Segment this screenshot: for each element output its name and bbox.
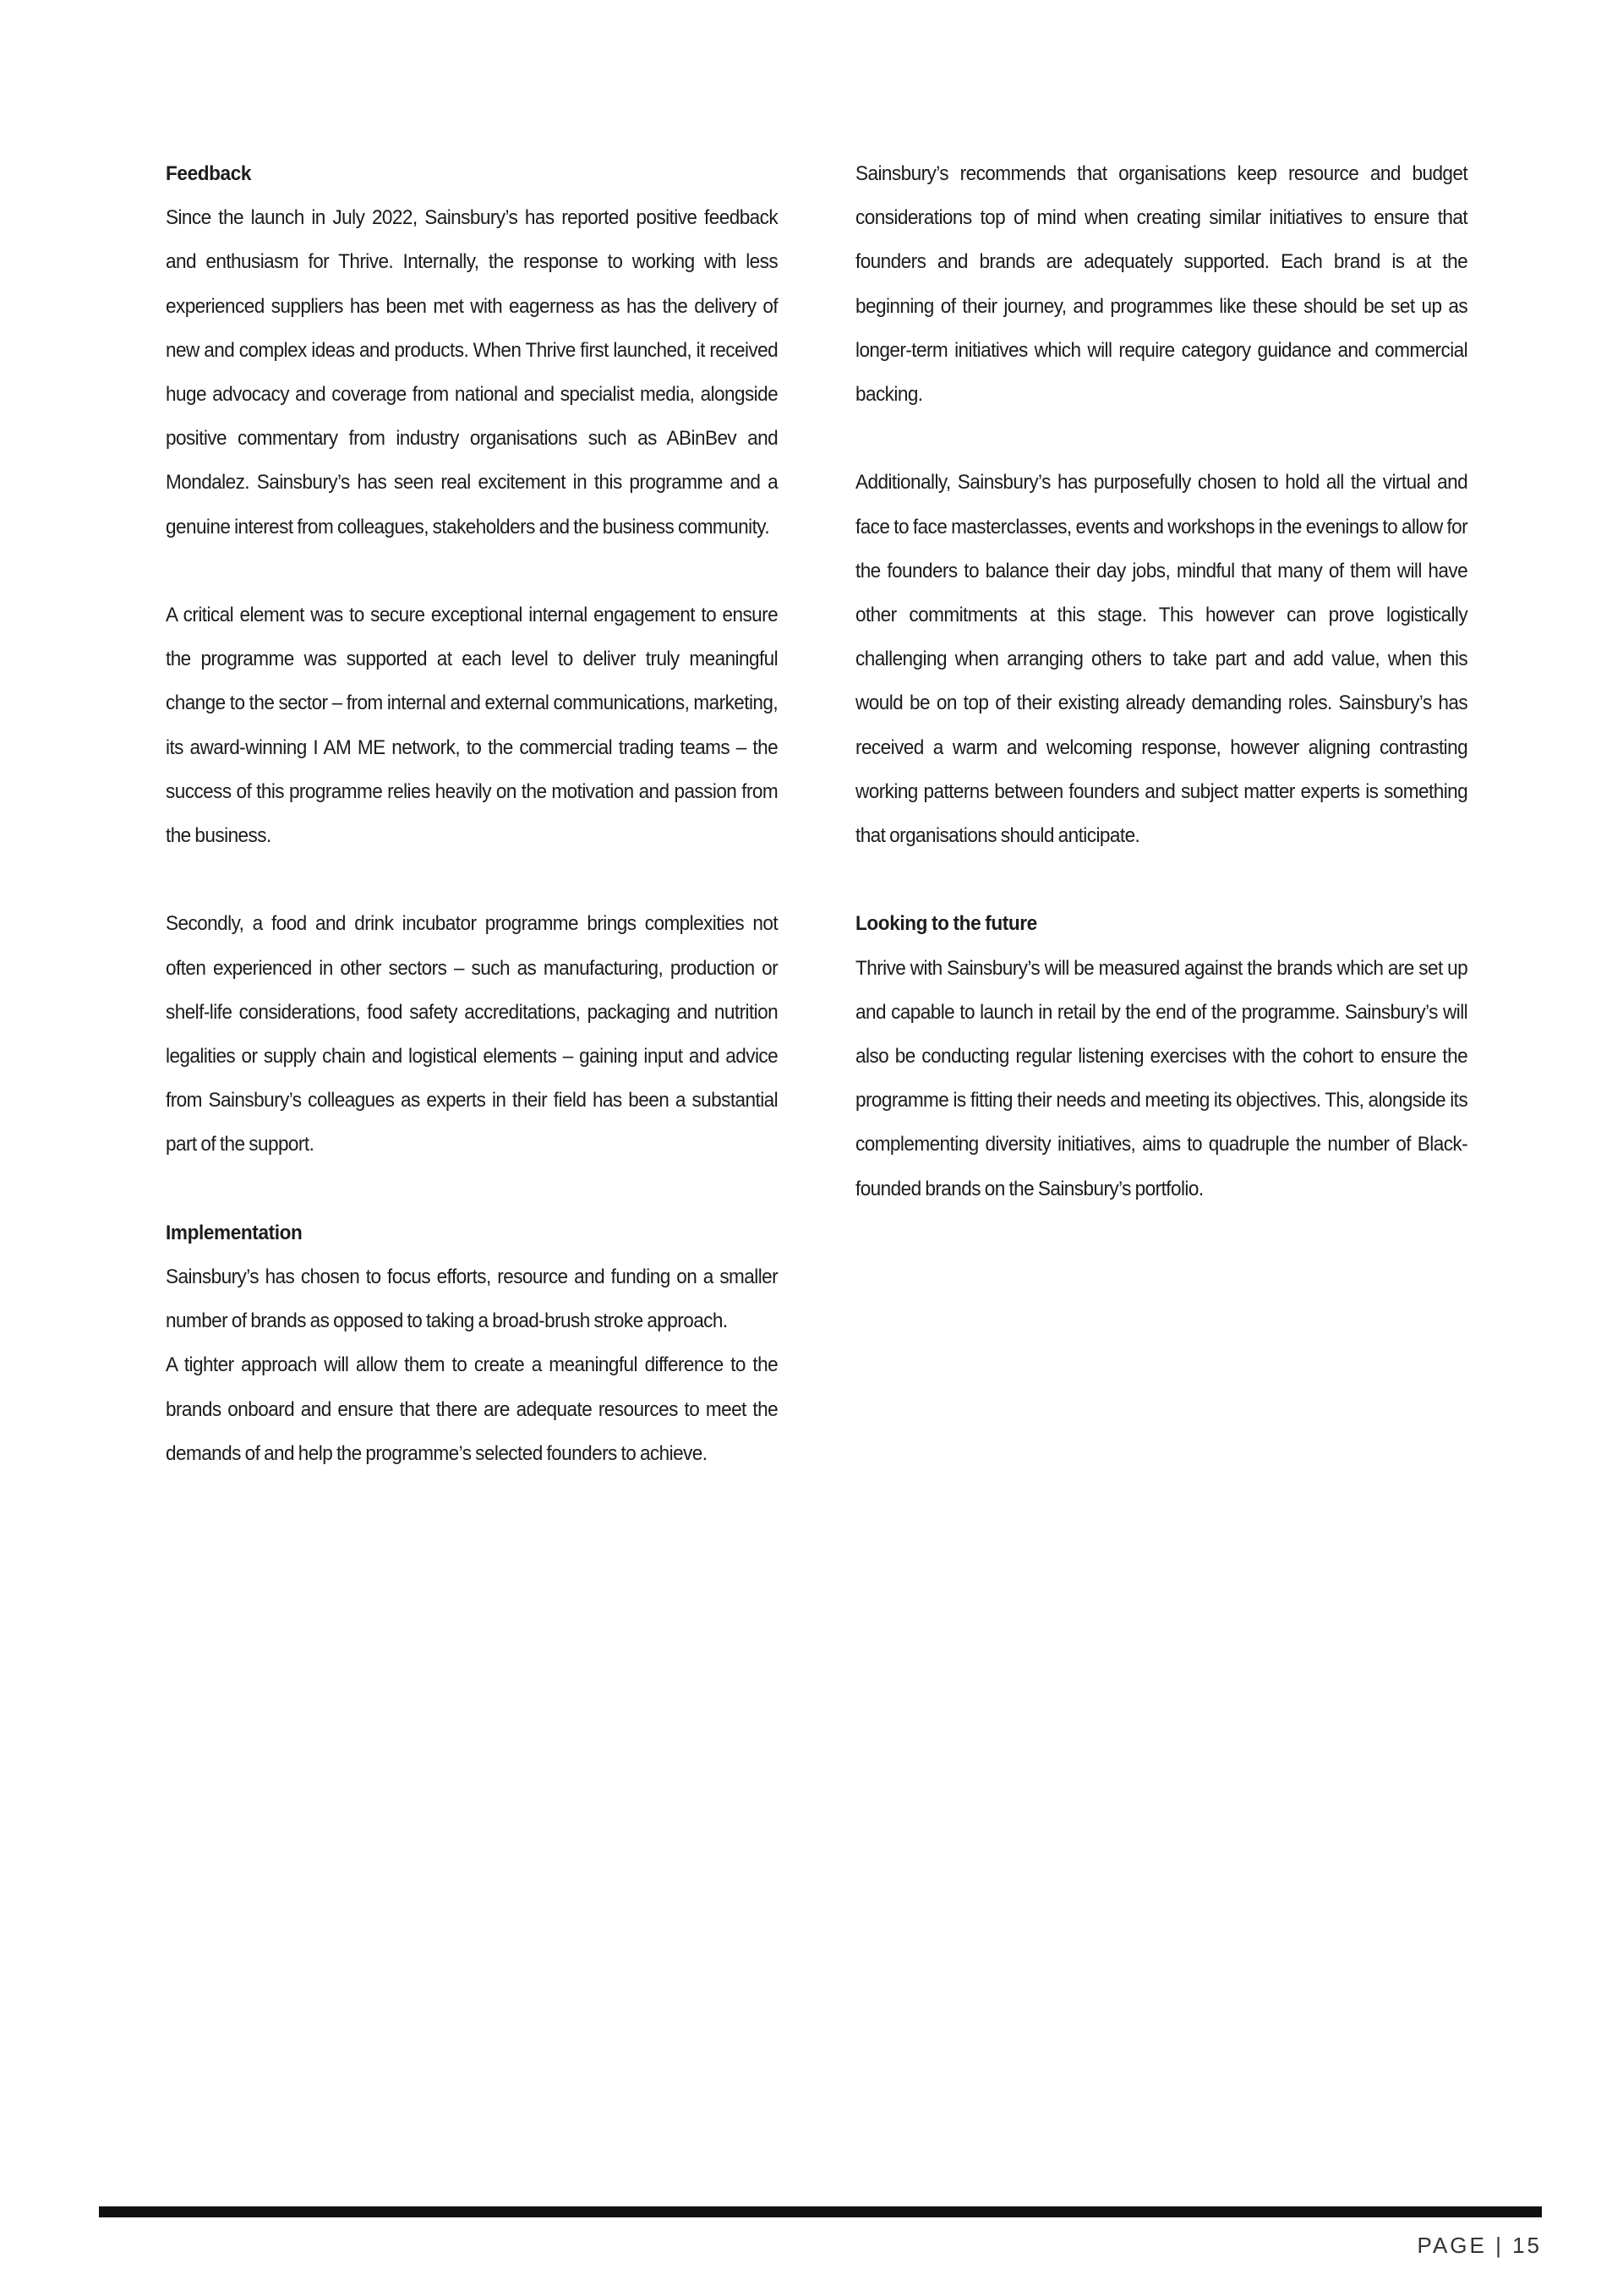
future-heading: Looking to the future [855, 912, 1037, 936]
implementation-heading: Implementation [166, 1221, 303, 1244]
feedback-paragraph-2: A critical element was to secure exceptional internal engagement to ensure the programme was supported at each level to deliver truly meaningful change to the sector – from internal and external communications, marketing, its award-winning I AM ME network, to the commercial trading teams – the success of this programme relies heavily on the motivation and passion from the business. [166, 604, 779, 848]
implementation-paragraph-2: A tighter approach will allow them to create a meaningful difference to the brands onboard and ensure that there are adequate resources to meet the demands of and help the programme’s selected founders to achieve. [166, 1353, 779, 1465]
feedback-paragraph-3: Secondly, a food and drink incubator programme brings complexities not often experienced in other sectors – such as manufacturing, production or shelf-life considerations, food safety accreditations, packaging and nutrition legalities or supply chain and logistical elements – gaining input and advice from Sainsbury’s colleagues as experts in their field has been a substantial part of the support. [166, 912, 779, 1156]
footer-rule [99, 2206, 1542, 2217]
feedback-heading: Feedback [166, 162, 252, 185]
future-paragraph: Thrive with Sainsbury’s will be measured against the brands which are set up and capable to launch in retail by the end of the programme. Sainsbury’s will also be conducting regular listening exercises with the cohort to ensure the programme is fitting their needs and meeting its objectives. This, alongside its complementing diversity initiatives, aims to quadruple the number of Black-founded brands on the Sainsbury’s portfolio. [855, 956, 1468, 1200]
feedback-paragraph-1: Since the launch in July 2022, Sainsbury’s has reported positive feedback and enthusiasm for Thrive. Internally, the response to working with less experienced suppliers has been met with eagerness as has the delivery of new and complex ideas and products. When Thrive first launched, it received huge advocacy and coverage from national and specialist media, alongside positive commentary from industry organisations such as ABinBev and Mondalez. Sainsbury’s has seen real excitement in this programme and a genuine interest from colleagues, stakeholders and the business community. [166, 206, 779, 538]
recommendation-paragraph: Sainsbury’s recommends that organisations keep resource and budget considerations top of mind when creating similar initiatives to ensure that founders and brands are adequately supported. Each brand is at the beginning of their journey, and programmes like these should be set up as longer-term initiatives which will require category guidance and commercial backing. [855, 162, 1468, 407]
right-column [855, 152, 1467, 1211]
implementation-paragraph-1: Sainsbury’s has chosen to focus efforts, resource and funding on a smaller number of brands as opposed to taking a broad-brush stroke approach. [166, 1266, 779, 1333]
evening-sessions-paragraph: Additionally, Sainsbury’s has purposefully chosen to hold all the virtual and face to face masterclasses, events and workshops in the evenings to allow for the founders to balance their day jobs, mindful that many of them will have other commitments at this stage. This however can prove logistically challenging when arranging others to take part and add value, when this would be on top of their existing already demanding roles. Sainsbury’s has received a warm and welcoming response, however aligning contrasting working patterns between founders and subject matter experts is something that organisations should anticipate. [855, 471, 1468, 848]
page-number: PAGE | 15 [1417, 2233, 1542, 2258]
left-column [166, 152, 778, 1476]
